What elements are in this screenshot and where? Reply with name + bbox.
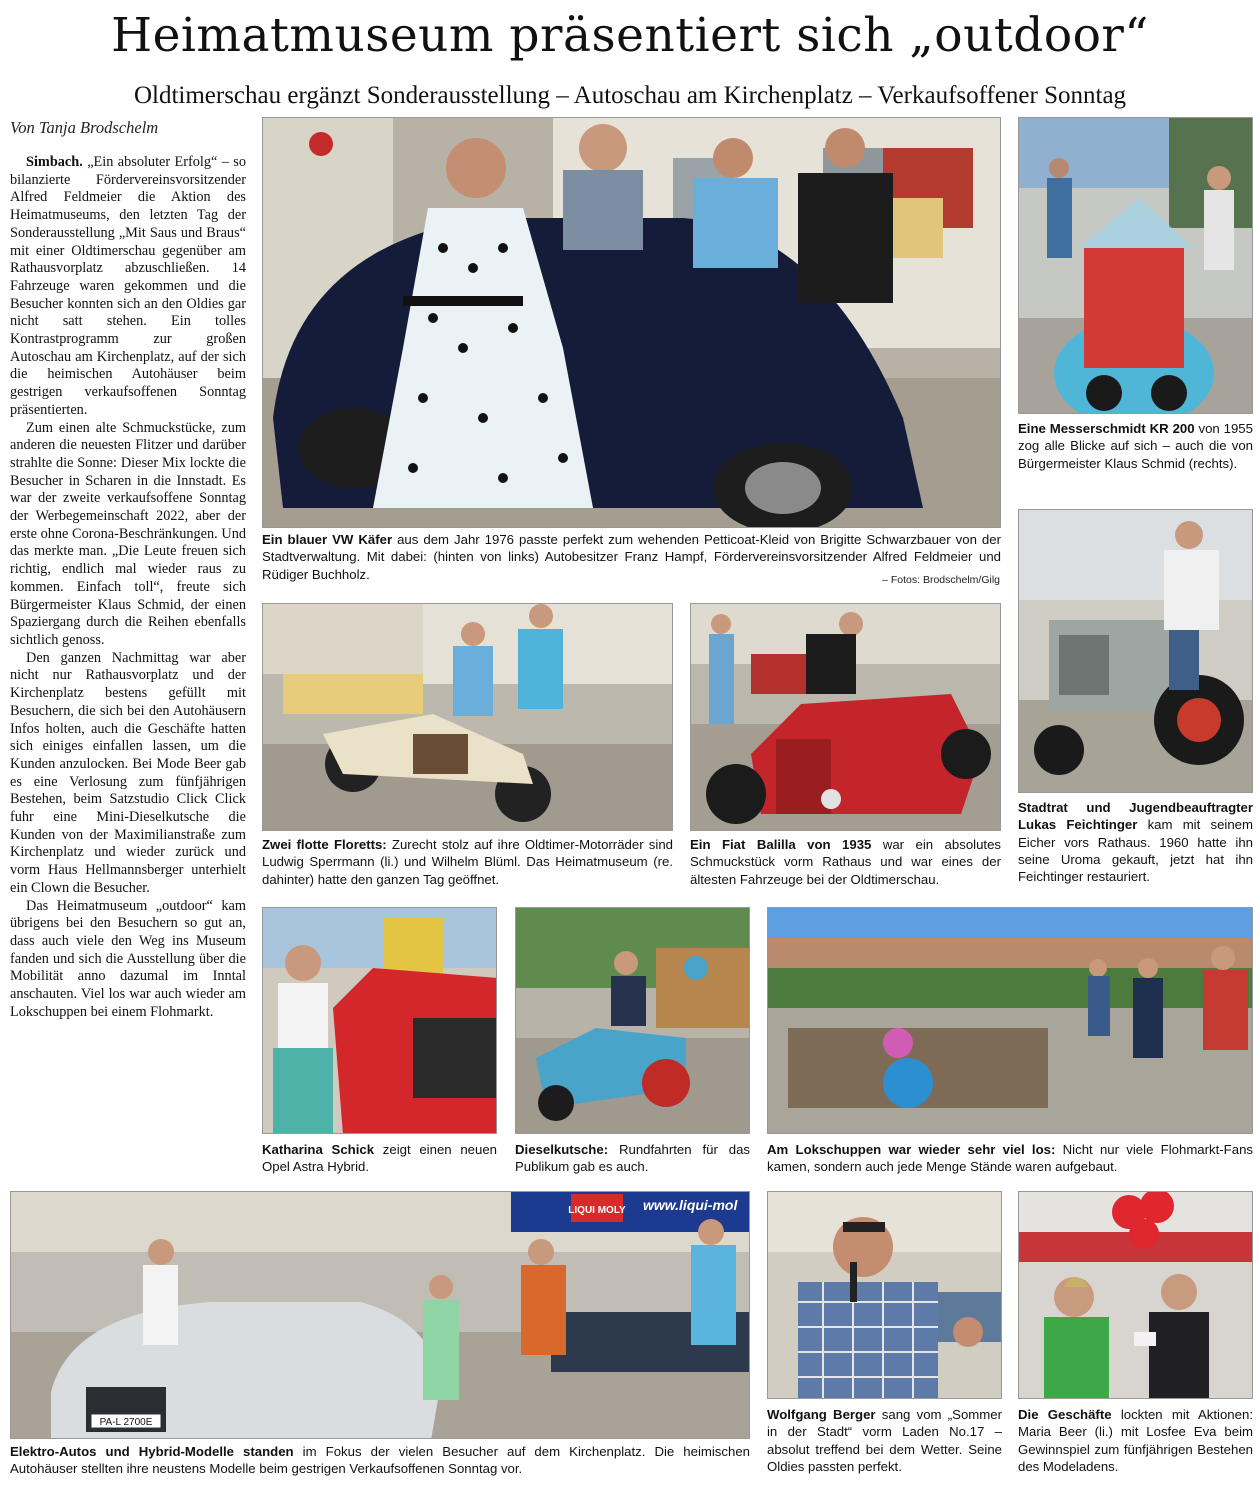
subheadline: Oldtimerschau ergänzt Sonderausstellung – Autoschau am Kirchenplatz – Verkaufsoffener Sonntag [133, 82, 1127, 109]
caption-text: sang vom „Sommer in der Stadt“ vorm Laden No.17 – absolut treffend bei dem Wetter. Seine Oldies passten perfekt. [767, 1407, 1002, 1474]
photo-messerschmidt [1018, 117, 1253, 414]
geschaefte-image [1019, 1192, 1253, 1399]
vw-kaefer-image [263, 118, 1001, 528]
photo-eicher [1018, 509, 1253, 793]
caption-bold: Dieselkutsche: [515, 1142, 609, 1157]
messerschmidt-image [1019, 118, 1253, 414]
caption-text: lockten mit Aktionen: Maria Beer (li.) mit Losfee Eva beim Gewinnspiel zum fünfjährigen Bestehen des Modeladens. [1018, 1407, 1253, 1474]
caption-lokschuppen [767, 1141, 1253, 1176]
caption-geschaefte [1018, 1406, 1253, 1475]
photo-floretts [262, 603, 673, 831]
photo-dieselkutsche [515, 907, 750, 1134]
wolfgang-berger-image [768, 1192, 1002, 1399]
caption-text: Nicht nur viele Flohmarkt-Fans kamen, sondern auch jede Menge Stände waren aufgebaut. [767, 1142, 1253, 1175]
caption-text: Zurecht stolz auf ihre Oldtimer-Motorräder sind Ludwig Sperrmann (li.) und Wilhelm Blüml. Das Heimatmuseum (re. dahinter) hatte den ganzen Tag geöffnet. [262, 837, 673, 887]
caption-text: im Fokus der vielen Besucher auf dem Kirchenplatz. Die heimischen Autohäuser stellten ihre neustens Modelle beim gestrigen Verkaufsoffenen Sonntag vor. [10, 1444, 750, 1477]
caption-bold: Am Lokschuppen war wieder sehr viel los: [767, 1142, 1056, 1157]
fiat-balilla-image [691, 604, 1001, 831]
article-paragraph: Zum einen alte Schmuckstücke, zum anderen die neuesten Flitzer und darüber strahlte die Sonne: Dieser Mix lockte die Besucher in Scharen in die Innstadt. Es war der zweite verkaufsoffene Sonntag der Werbegemeinschaft 2022, aber der erste ohne Corona-Beschränkungen. Und das merkte man. „Die Leute freuen sich richtig, endlich mal wieder raus zu kommen. Einfach toll“, freute sich Bürgermeister Klaus Schmid, der einen Spaziergang durch die Reihen ebenfalls sichtlich genoss. [10, 419, 246, 648]
article-paragraph [10, 154, 246, 420]
headline: Heimatmuseum präsentiert sich „outdoor“ [111, 8, 1149, 63]
photo-credit: – Fotos: Brodschelm/Gilg [882, 574, 1000, 586]
dieselkutsche-image [516, 908, 750, 1134]
caption-eicher [1018, 799, 1253, 885]
caption-bold: Eine Messerschmidt KR 200 [1018, 421, 1195, 436]
caption-bold: Elektro-Autos und Hybrid-Modelle standen [10, 1444, 294, 1459]
katharina-schick-image [263, 908, 497, 1134]
caption-dieselkutsche [515, 1141, 750, 1176]
caption-text: zeigt einen neuen Opel Astra Hybrid. [262, 1142, 497, 1175]
caption-text: kam mit seinem Eicher vors Rathaus. 1960 hatte ihn seine Uroma gekauft, jetzt hat ihn Feichtinger restauriert. [1018, 817, 1253, 885]
liqui-moly-url: www.liqui-mol [643, 1197, 738, 1213]
liqui-moly-text: LIQUI MOLY [568, 1205, 626, 1216]
caption-bold: Wolfgang Berger [767, 1407, 876, 1422]
floretts-image [263, 604, 673, 831]
caption-katharina-schick [262, 1141, 497, 1176]
photo-elektro-autos [10, 1191, 750, 1439]
caption-bold: Ein Fiat Balilla von 1935 [690, 837, 872, 852]
eicher-image [1019, 510, 1253, 793]
caption-floretts [262, 836, 673, 888]
article-paragraph: Das Heimatmuseum „outdoor“ kam übrigens bei den Besuchern so gut an, dass auch viele den Weg ins Museum fanden und sich die Ausstellung über die Mobilität anno dazumal im Inntal anschauten. Viel los war auch wieder am Lokschuppen bei einem Flohmarkt. [10, 897, 246, 1020]
lokschuppen-image [768, 908, 1253, 1134]
caption-wolfgang-berger [767, 1406, 1002, 1475]
caption-bold: Die Geschäfte [1018, 1407, 1112, 1422]
photo-vw-kaefer [262, 117, 1001, 528]
photo-geschaefte [1018, 1191, 1253, 1399]
article-paragraph: Den ganzen Nachmittag war aber nicht nur Rathausvorplatz und der Kirchenplatz bestens gefüllt mit Besuchern, die sich bei den Autohäusern Infos holten, auch die Geschäfte hatten sich einiges einfallen lassen, um die Kunden anzulocken. Bei Mode Beer gab es eine Verlosung zum fünfjährigen Bestehen, beim Satzstudio Click Click fuhr eine Mini-Dieselkutsche die Kunden von der Maximilianstraße zum Kirchenplatz und wieder zurück und vorm Haus Hellmannsberger unterhielt ein Clown die Besucher. [10, 649, 246, 896]
caption-text: Rundfahrten für das Publikum gab es auch. [515, 1142, 750, 1175]
caption-bold: Stadtrat und Jugendbeauftragter Lukas Feichtinger [1018, 800, 1253, 833]
photo-fiat-balilla [690, 603, 1001, 831]
photo-katharina-schick [262, 907, 497, 1134]
elektro-autos-image [11, 1192, 750, 1439]
caption-fiat-balilla [690, 836, 1001, 888]
photo-wolfgang-berger [767, 1191, 1002, 1399]
caption-bold: Katharina Schick [262, 1142, 375, 1157]
caption-text: von 1955 zog alle Blicke auf sich – auch die von Bürgermeister Klaus Schmid (rechts). [1018, 421, 1253, 471]
caption-messerschmidt [1018, 420, 1253, 472]
license-plate: PA-L 2700E [99, 1417, 153, 1428]
dateline: Simbach. [26, 154, 83, 170]
caption-elektro-autos [10, 1443, 750, 1478]
caption-text: war ein absolutes Schmuckstück vorm Rathaus und war eines der ältesten Fahrzeuge bei der Oldtimerschau. [690, 837, 1002, 887]
caption-text: aus dem Jahr 1976 passte perfekt zum wehenden Petticoat-Kleid von Brigitte Schwarzbauer von der Stadtverwaltung. Mit dabei: (hinten von links) Autobesitzer Franz Hampf, Fördervereinsvorsitzender Alfred Feldmeier und Rüdiger Buchholz. [262, 532, 1001, 582]
article-text: „Ein absoluter Erfolg“ – so bilanzierte Fördervereinsvorsitzender Alfred Feldmeier die Aktion des Heimatmuseums, den letzten Tag der Sonderausstellung „Mit Saus und Braus“ mit einer Oldtimerschau gegenüber am Rathausvorplatz abzuschließen. 14 Fahrzeuge waren gekommen und die Besucher konnten sich an den Oldies gar nicht satt stehen. Ein tolles Kontrastprogramm zur großen Autoschau am Kirchenplatz, auf der sich die heimischen Autohäuser beim gestrigen verkaufsoffenen Sonntag präsentierten. [10, 154, 246, 418]
photo-lokschuppen [767, 907, 1253, 1134]
byline: Von Tanja Brodschelm [10, 118, 159, 137]
caption-bold: Zwei flotte Floretts: [262, 837, 387, 852]
caption-bold: Ein blauer VW Käfer [262, 532, 393, 547]
article-body [10, 154, 246, 1021]
